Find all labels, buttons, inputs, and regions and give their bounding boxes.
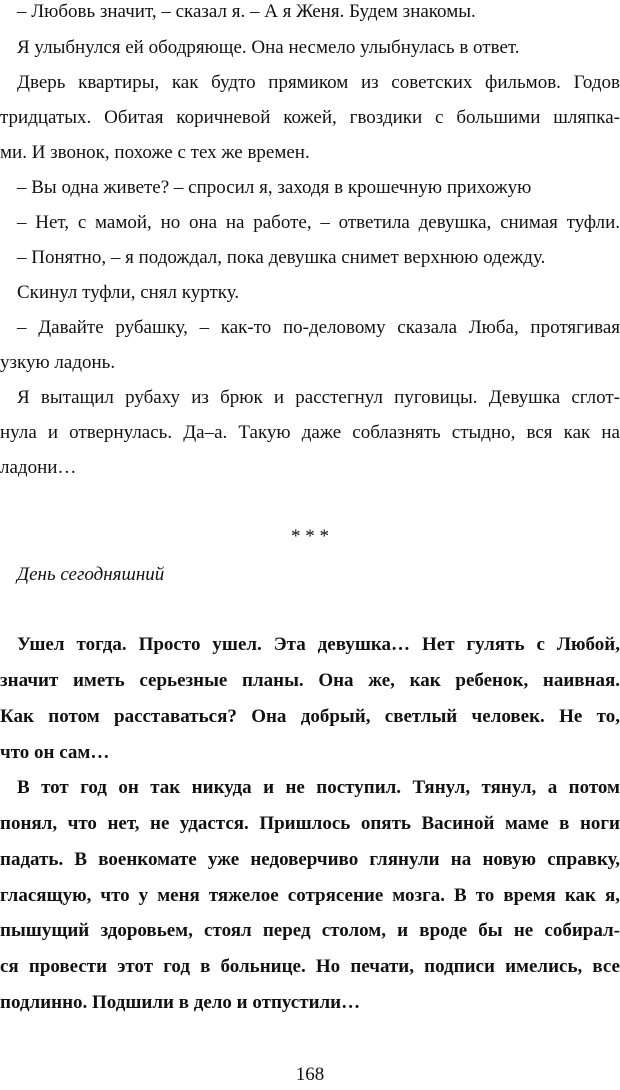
text-line-bold: значит иметь серьезные планы. Она же, как ребенок, наивная. [0,670,620,691]
text-line-bold: Как потом расставаться? Она добрый, светлый человек. Не то, [0,706,620,727]
text-line: – Вы одна живете? – спросил я, заходя в крошечную прихожую [17,177,532,198]
text-line: узкую ладонь. [0,352,116,373]
text-line-bold: подлинно. Подшили в дело и отпустили… [0,992,361,1013]
text-line-bold: ся провести этот год в больнице. Но печати, подписи имелись, все [0,956,620,977]
text-line-bold: пышущий здоровьем, стоял перед столом, и вроде бы не собирал- [0,920,620,941]
text-line-bold: гласящую, что у меня тяжелое сотрясение мозга. В то время как я, [0,885,620,906]
page-number: 168 [295,1064,325,1085]
text-line-bold: В тот год он так никуда и не поступил. Тянул, тянул, а потом [17,777,620,798]
text-line-bold: понял, что нет, не удастся. Пришлось опять Васиной маме в ноги [0,813,620,834]
text-line: тридцатых. Обитая коричневой кожей, гвоздики с большими шляпка- [0,107,620,128]
text-line: – Нет, с мамой, но она на работе, – ответила девушка, снимая туфли. [17,212,620,233]
text-line: – Понятно, – я подождал, пока девушка снимет верхнюю одежду. [17,247,546,268]
text-line: – Любовь значит, – сказал я. – А я Женя. Будем знакомы. [17,1,476,22]
text-line-bold: падать. В военкомате уже недоверчиво глянули на новую справку, [0,849,620,870]
text-line: – Давайте рубашку, – как-то по-деловому сказала Люба, протягивая [17,317,620,338]
text-line: Дверь квартиры, как будто прямиком из советских фильмов. Годов [17,72,620,93]
text-line: Скинул туфли, снял куртку. [17,282,240,303]
text-line: нула и отвернулась. Да–а. Такую даже соблазнять стыдно, вся как на [0,422,620,443]
text-line: ладони… [0,457,77,478]
section-title: День сегодняшний [17,564,165,585]
text-line: Я вытащил рубаху из брюк и расстегнул пуговицы. Девушка сглот- [17,387,620,408]
text-line: Я улыбнулся ей ободряюще. Она несмело улыбнулась в ответ. [17,37,520,58]
text-line-bold: Ушел тогда. Просто ушел. Эта девушка… Нет гулять с Любой, [17,634,620,655]
section-separator: * * * [291,526,329,547]
text-line-bold: что он сам… [0,742,110,763]
text-line: ми. И звонок, похоже с тех же времен. [0,142,310,163]
